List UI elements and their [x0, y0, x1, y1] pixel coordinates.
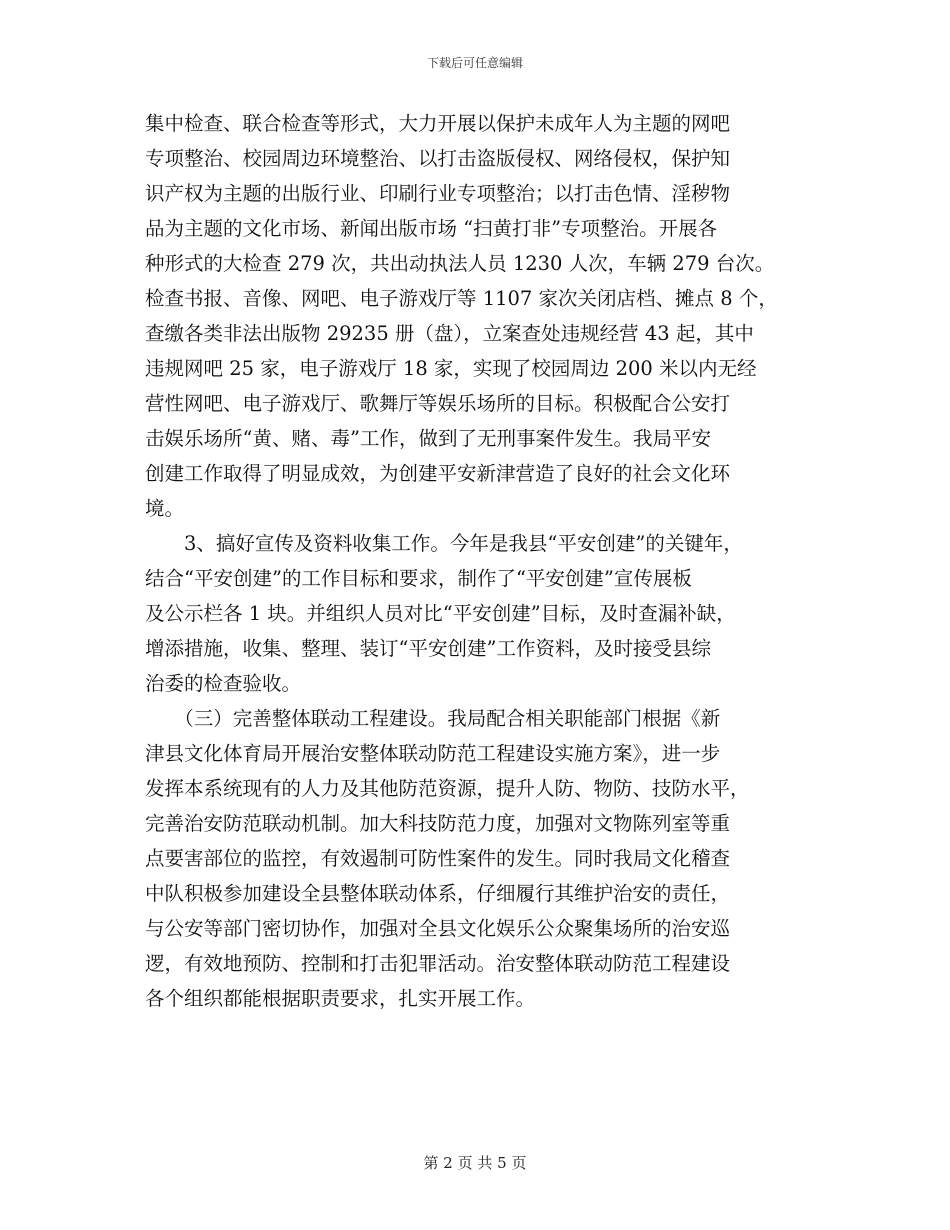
body-line-25: 逻，有效地预防、控制和打击犯罪活动。治安整体联动防范工程建设	[145, 952, 731, 975]
body-line-23: 中队积极参加建设全县整体联动体系，仔细履行其维护治安的责任，	[145, 882, 731, 905]
page-number-label: 第 2 页 共 5 页	[423, 1154, 527, 1172]
body-line-15: 及公示栏各 1 块。并组织人员对比“平安创建”目标，及时查漏补缺，	[145, 602, 736, 625]
body-line-4: 品为主题的文化市场、新闻出版市场 “扫黄打非”专项整治。开展各	[145, 217, 718, 240]
body-line-22: 点要害部位的监控，有效遏制可防性案件的发生。同时我局文化稽查	[145, 847, 731, 870]
body-line-3: 识产权为主题的出版行业、印刷行业专项整治；以打击色情、淫秽物	[145, 182, 731, 205]
body-line-2: 专项整治、校园周边环境整治、以打击盗版侵权、网络侵权，保护知	[145, 147, 731, 170]
body-line-18: （三）完善整体联动工程建设。我局配合相关职能部门根据《新	[145, 707, 721, 730]
body-line-21: 完善治安防范联动机制。加大科技防范力度，加强对文物陈列室等重	[145, 812, 731, 835]
body-line-12: 境。	[145, 497, 185, 520]
page-header: 下载后可任意编辑	[426, 56, 523, 70]
body-line-14: 结合“平安创建”的工作目标和要求，制作了“平安创建”宣传展板	[145, 567, 692, 590]
body-line-16: 增添措施，收集、整理、装订“平安创建”工作资料，及时接受县综	[145, 637, 711, 660]
body-line-20: 发挥本系统现有的人力及其他防范资源，提升人防、物防、技防水平，	[145, 777, 750, 800]
body-line-10: 击娱乐场所“黄、赌、毒”工作，做到了无刑事案件发生。我局平安	[145, 427, 711, 450]
body-line-11: 创建工作取得了明显成效，为创建平安新津营造了良好的社会文化环	[145, 462, 731, 485]
page-footer	[0, 1152, 950, 1173]
body-line-17: 治委的检查验收。	[145, 672, 302, 695]
body-line-8: 违规网吧 25 家，电子游戏厅 18 家，实现了校园周边 200 米以内无经	[145, 357, 757, 380]
body-line-9: 营性网吧、电子游戏厅、歌舞厅等娱乐场所的目标。积极配合公安打	[145, 392, 731, 415]
body-line-19: 津县文化体育局开展治安整体联动防范工程建设实施方案》，进一步	[145, 742, 721, 765]
body-line-13: 3、搞好宣传及资料收集工作。今年是我县“平安创建”的关键年，	[145, 532, 743, 555]
body-line-24: 与公安等部门密切协作，加强对全县文化娱乐公众聚集场所的治安巡	[145, 917, 731, 940]
body-line-1: 集中检查、联合检查等形式，大力开展以保护未成年人为主题的网吧	[145, 112, 731, 135]
body-line-6: 检查书报、音像、网吧、电子游戏厅等 1107 家次关闭店档、摊点 8 个，	[145, 287, 778, 310]
body-line-26: 各个组织都能根据职责要求，扎实开展工作。	[145, 987, 536, 1010]
body-line-5: 种形式的大检查 279 次，共出动执法人员 1230 人次，车辆 279 台次。	[145, 252, 775, 275]
body-line-7: 查缴各类非法出版物 29235 册（盘），立案查处违规经营 43 起，其中	[145, 322, 754, 345]
document-body	[145, 106, 810, 1016]
